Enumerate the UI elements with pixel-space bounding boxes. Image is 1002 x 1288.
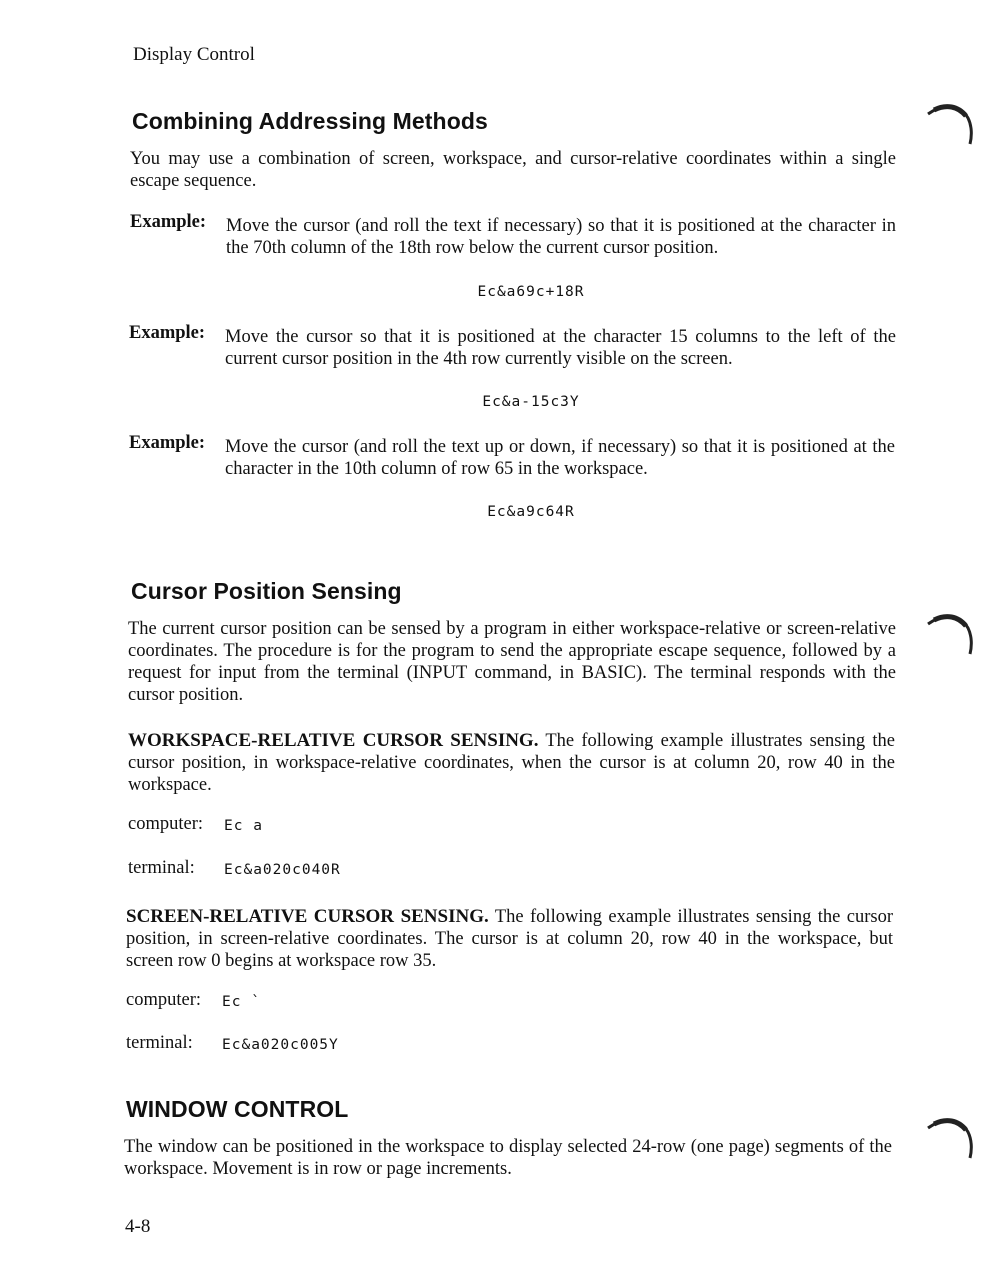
example-label-1: Example: <box>130 212 207 232</box>
example-code-1: Ec&a69c+18R <box>477 284 585 300</box>
screen-computer-code: Ec ` <box>222 994 261 1010</box>
workspace-sensing-lead: WORKSPACE-RELATIVE CURSOR SENSING. <box>128 730 539 751</box>
margin-tab-mark-icon <box>924 100 976 152</box>
section-title-combining: Combining Addressing Methods <box>132 108 488 134</box>
screen-sensing-text: The following example illustrates sensing the cursor position, in screen-relative coordinates. The cursor is at column 20, row 40 in the workspace, but screen row 0 begins at workspace row 35. <box>126 907 893 971</box>
running-head: Display Control <box>133 44 255 65</box>
screen-sensing-lead: SCREEN-RELATIVE CURSOR SENSING. <box>126 906 489 927</box>
margin-tab-mark-icon <box>924 1114 976 1166</box>
workspace-sensing-paragraph <box>128 730 895 796</box>
screen-computer-label: computer: <box>126 990 202 1010</box>
combining-intro: You may use a combination of screen, workspace, and cursor-relative coordinates within a single escape sequence. <box>130 149 896 191</box>
screen-sensing-paragraph <box>126 906 893 972</box>
example-code-2: Ec&a-15c3Y <box>482 394 580 410</box>
section-title-window: WINDOW CONTROL <box>126 1096 349 1122</box>
example-text-3: Move the cursor (and roll the text up or down, if necessary) so that it is positioned at the character in the 10th column of row 65 in the workspace. <box>225 437 895 479</box>
sensing-intro: The current cursor position can be sensed by a program in either workspace-relative or screen-relative coordinates. The procedure is for the program to send the appropriate escape sequence, followed by a request for input from the terminal (INPUT command, in BASIC). The terminal responds with the cursor position. <box>128 619 896 705</box>
example-text-2: Move the cursor so that it is positioned at the character 15 columns to the left of the current cursor position in the 4th row currently visible on the screen. <box>225 327 896 369</box>
example-text-1: Move the cursor (and roll the text if necessary) so that it is positioned at the character in the 70th column of the 18th row below the current cursor position. <box>226 216 896 258</box>
margin-tab-mark-icon <box>924 610 976 662</box>
screen-terminal-code: Ec&a020c005Y <box>222 1037 339 1053</box>
workspace-terminal-code: Ec&a020c040R <box>224 862 341 878</box>
example-label-2: Example: <box>129 323 206 343</box>
workspace-computer-code: Ec a <box>224 818 263 834</box>
example-code-3: Ec&a9c64R <box>487 504 575 520</box>
section-title-sensing: Cursor Position Sensing <box>131 578 402 604</box>
window-intro: The window can be positioned in the workspace to display selected 24-row (one page) segments of the workspace. Movement is in row or page increments. <box>124 1137 892 1179</box>
workspace-computer-label: computer: <box>128 814 204 834</box>
workspace-sensing-text: The following example illustrates sensing the cursor position, in workspace-relative coordinates, when the cursor is at column 20, row 40 in the workspace. <box>128 731 895 795</box>
example-label-3: Example: <box>129 433 206 453</box>
screen-terminal-label: terminal: <box>126 1033 193 1053</box>
workspace-terminal-label: terminal: <box>128 858 195 878</box>
page-number: 4-8 <box>125 1216 151 1237</box>
